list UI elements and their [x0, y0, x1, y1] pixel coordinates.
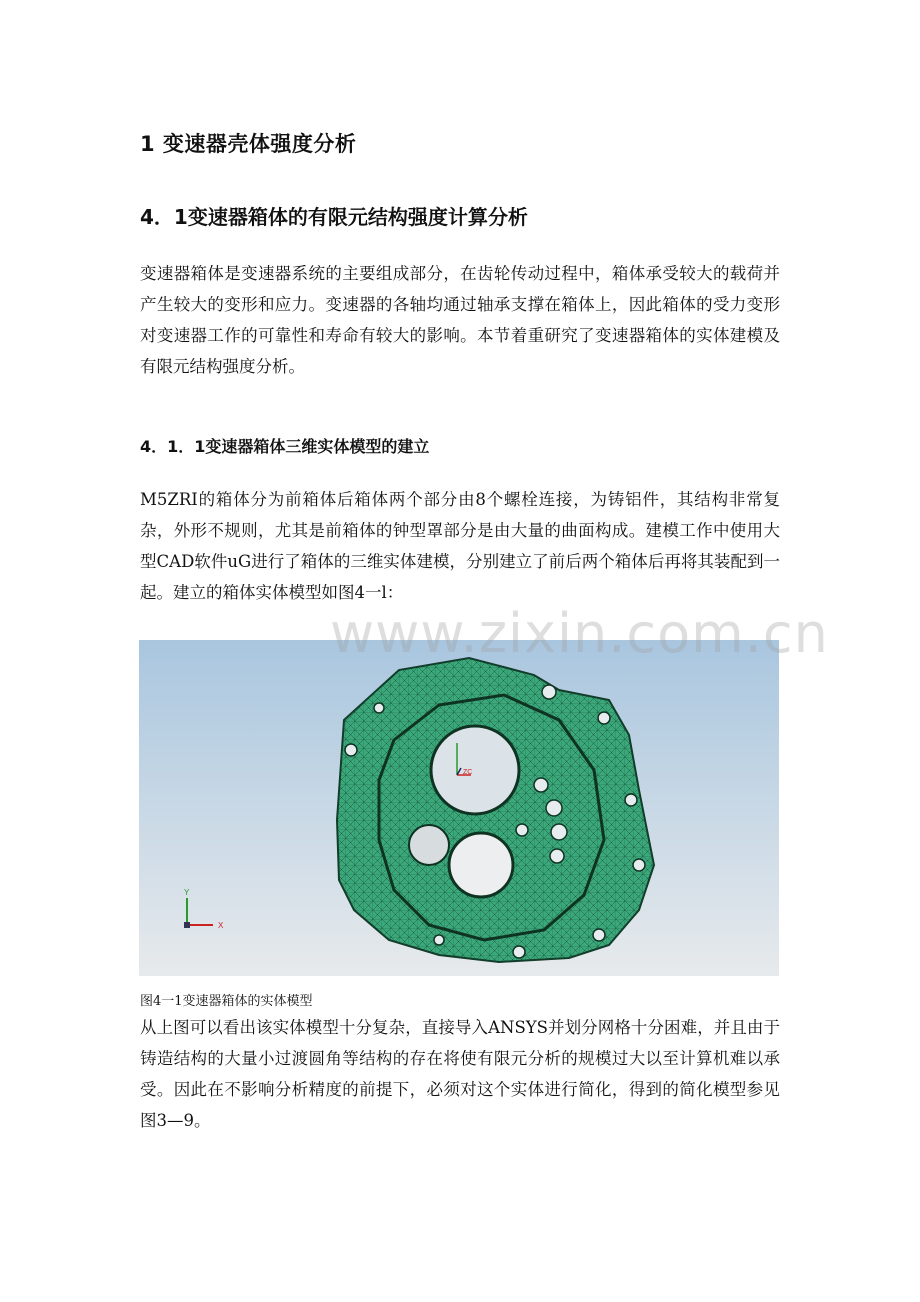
- section-heading-4-1: 4．1变速器箱体的有限元结构强度计算分析: [140, 205, 528, 229]
- bolt-hole: [598, 712, 610, 724]
- side-bore: [409, 825, 449, 865]
- lower-bearing-bore: [449, 833, 513, 897]
- watermark: www.zixin.com.cn: [330, 602, 829, 665]
- section-heading-1: 1 变速器壳体强度分析: [140, 132, 357, 156]
- boss-hole: [516, 824, 528, 836]
- intro-paragraph: 变速器箱体是变速器系统的主要组成部分，在齿轮传动过程中，箱体承受较大的载荷并产生较大的变形和应力。变速器的各轴均通过轴承支撑在箱体上，因此箱体的受力变形对变速器工作的可靠性和寿命有较大的影响。本节着重研究了变速器箱体的实体建模及有限元结构强度分析。: [140, 264, 780, 376]
- y-axis-label: Y: [184, 888, 190, 897]
- boss-hole: [546, 800, 562, 816]
- simplification-paragraph: 从上图可以看出该实体模型十分复杂，直接导入ANSYS并划分网格十分困难，并且由于铸造结构的大量小过渡圆角等结构的存在将使有限元分析的规模过大以至计算机难以承受。因此在不影响分析精度的前提下，必须对这个实体进行简化，得到的简化模型参见图3—9。: [140, 1018, 780, 1130]
- gearbox-mesh-image: [139, 640, 779, 976]
- upper-bearing-bore: [431, 726, 519, 814]
- x-axis-label: X: [218, 921, 224, 930]
- boss-hole: [551, 824, 567, 840]
- zc-label: ZC: [463, 769, 473, 776]
- bolt-hole: [542, 685, 556, 699]
- bolt-hole: [434, 935, 444, 945]
- boss-hole: [550, 849, 564, 863]
- model-description-paragraph: M5ZRI的箱体分为前箱体后箱体两个部分由8个螺栓连接，为铸铝件，其结构非常复杂，外形不规则，尤其是前箱体的钟型罩部分是由大量的曲面构成。建模工作中使用大型CAD软件uG进行了箱体的三维实体建模，分别建立了前后两个箱体后再将其装配到一起。建立的箱体实体模型如图4一l：: [140, 490, 780, 602]
- bolt-hole: [633, 859, 645, 871]
- boss-hole: [534, 778, 548, 792]
- gearbox-housing-figure: [139, 640, 779, 976]
- bolt-hole: [345, 744, 357, 756]
- bolt-hole: [625, 794, 637, 806]
- section-heading-4-1-1: 4．1．1变速器箱体三维实体模型的建立: [140, 437, 430, 456]
- bolt-hole: [374, 703, 384, 713]
- bolt-hole: [593, 929, 605, 941]
- figure-caption: 图4一1变速器箱体的实体模型: [140, 994, 313, 1009]
- bolt-hole: [513, 946, 525, 958]
